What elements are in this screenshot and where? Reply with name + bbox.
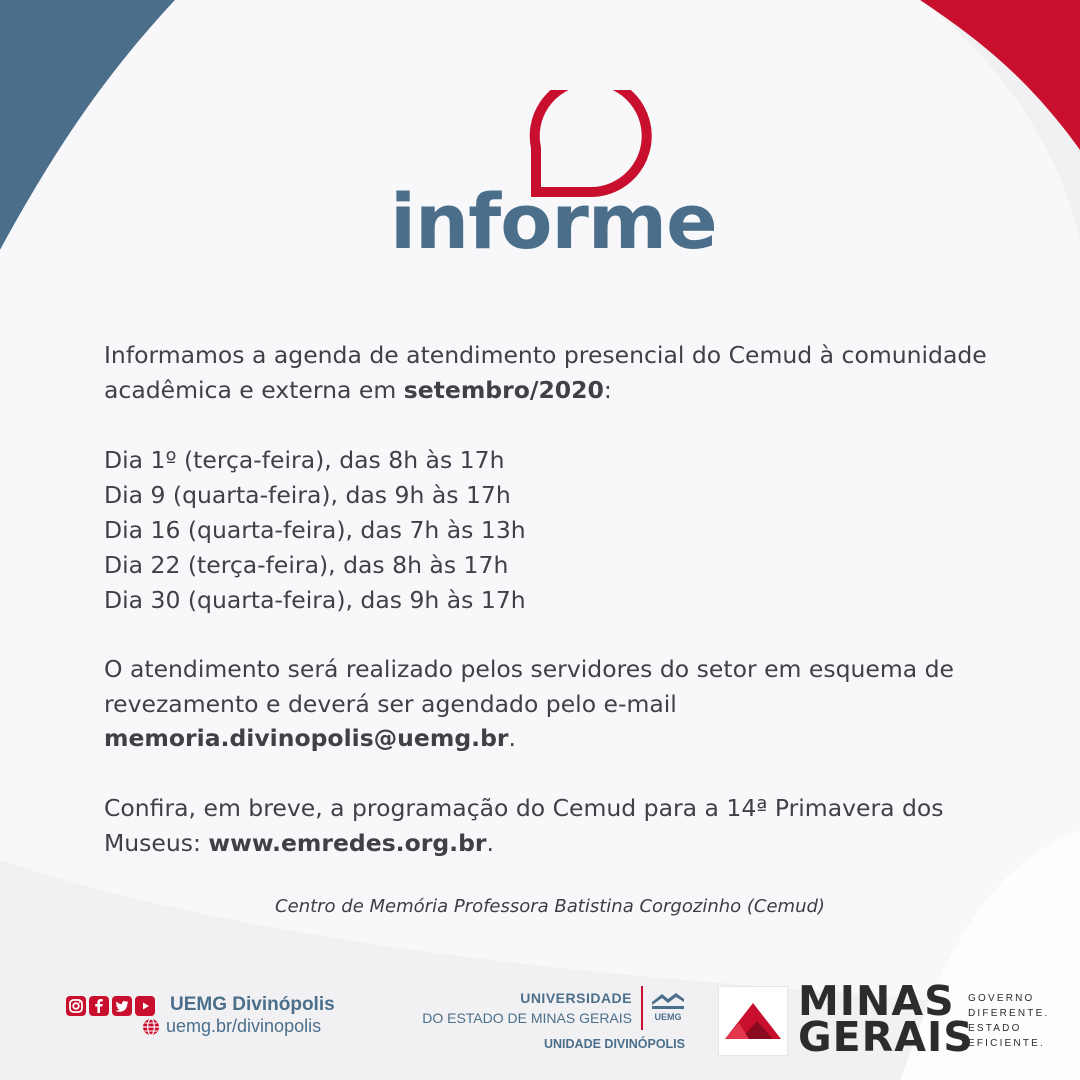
schedule-item: Dia 22 (terça-feira), das 8h às 17h [104, 551, 509, 579]
intro-text: Informamos a agenda de atendimento presencial do Cemud à comunidade acadêmica e externa em [104, 341, 987, 404]
website-link[interactable]: www.emredes.org.br [208, 828, 487, 857]
schedule-list [104, 443, 1004, 618]
site-row [142, 1016, 321, 1037]
government-slogan [968, 991, 1049, 1051]
intro-month: setembro/2020 [403, 375, 604, 404]
slogan-line: ESTADO [968, 1023, 1022, 1034]
schedule-item: Dia 9 (quarta-feira), das 9h às 17h [104, 481, 511, 509]
instagram-icon[interactable] [66, 996, 86, 1016]
confira-paragraph [104, 791, 1004, 860]
signature: Centro de Memória Professora Batistina Corgozinho (Cemud) [275, 896, 825, 917]
social-account-name[interactable]: UEMG Divinópolis [170, 994, 335, 1015]
site-link[interactable]: uemg.br/divinopolis [166, 1016, 322, 1036]
mg-line1: MINAS [798, 977, 955, 1025]
confira-text: Confira, em breve, a programação do Cemud para a 14ª Primavera dos Museus: [104, 794, 944, 857]
university-name-line1: UNIVERSIDADE [520, 990, 632, 1006]
minas-gerais-wordmark [798, 977, 974, 1061]
uemg-short-name: UEMG [654, 1012, 682, 1022]
service-paragraph [104, 652, 1004, 756]
intro-paragraph [104, 338, 1004, 407]
confira-end: . [486, 828, 494, 857]
service-text: O atendimento será realizado pelos servidores do setor em esquema de revezamento e deverá ser agendado pelo e-mail [104, 655, 955, 718]
mg-line2: GERAIS [798, 1013, 974, 1061]
university-name-line2: DO ESTADO DE MINAS GERAIS [422, 1010, 632, 1026]
slogan-line: DIFERENTE. [968, 1008, 1050, 1019]
service-end: . [508, 724, 516, 752]
twitter-icon[interactable] [112, 996, 132, 1016]
uemg-logo-icon [650, 990, 686, 1010]
brand-title: informe [390, 177, 717, 266]
contact-email[interactable]: memoria.divinopolis@uemg.br [104, 724, 509, 752]
schedule-item: Dia 16 (quarta-feira), das 7h às 13h [104, 516, 526, 544]
mountain-logo-icon [719, 987, 787, 1055]
facebook-icon[interactable] [89, 996, 109, 1016]
schedule-item: Dia 30 (quarta-feira), das 9h às 17h [104, 586, 526, 614]
intro-end: : [603, 375, 612, 404]
social-icons [66, 996, 155, 1016]
university-unit: UNIDADE DIVINÓPOLIS [544, 1037, 685, 1051]
globe-icon [142, 1018, 160, 1036]
minas-gerais-logo [718, 986, 788, 1056]
university-divider [641, 986, 643, 1030]
slogan-line: GOVERNO [968, 993, 1035, 1004]
slogan-line: EFICIENTE. [968, 1038, 1046, 1049]
youtube-icon[interactable] [135, 996, 155, 1016]
schedule-item: Dia 1º (terça-feira), das 8h às 17h [104, 446, 505, 474]
